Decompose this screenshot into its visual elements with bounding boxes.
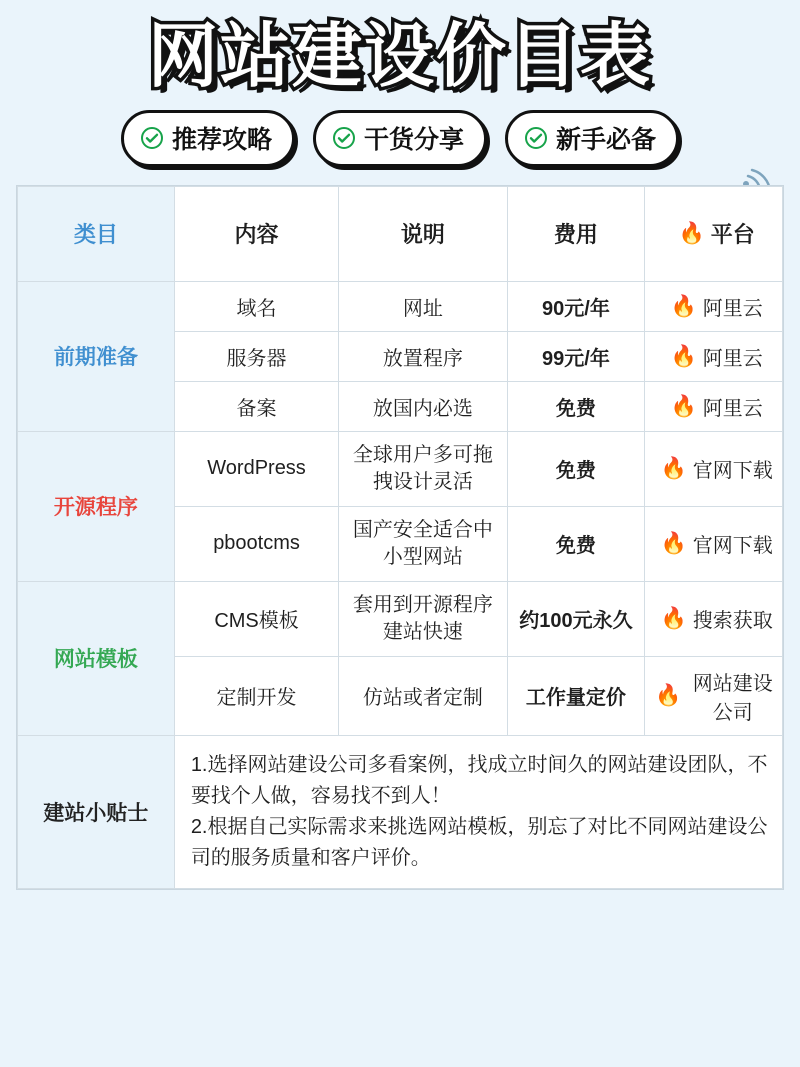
cell-platform <box>645 581 783 656</box>
cell-platform <box>645 431 783 506</box>
header-content: 内容 <box>174 186 338 281</box>
tag-beginner-essential <box>505 110 679 167</box>
category-template: 网站模板 <box>18 581 175 735</box>
header-platform <box>645 186 783 281</box>
cell-description: 套用到开源程序建站快速 <box>339 581 507 656</box>
cell-fee: 免费 <box>507 506 645 581</box>
fire-icon: 🔥 <box>655 684 682 707</box>
fire-icon: 🔥 <box>670 394 697 418</box>
cell-platform <box>645 331 783 381</box>
check-circle-icon <box>140 126 164 150</box>
check-circle-icon <box>332 126 356 150</box>
category-tips: 建站小贴士 <box>18 735 175 888</box>
tag-list <box>0 110 800 167</box>
cell-platform <box>645 506 783 581</box>
fire-icon: 🔥 <box>660 532 687 555</box>
cell-platform <box>645 281 783 331</box>
cell-content: 定制开发 <box>174 656 338 735</box>
table-row <box>18 431 783 506</box>
tag-label: 推荐攻略 <box>171 125 272 154</box>
fire-icon: 🔥 <box>670 344 697 368</box>
cell-platform <box>645 656 783 735</box>
table-header-row <box>18 186 783 281</box>
cell-description: 仿站或者定制 <box>339 656 507 735</box>
cell-description: 国产安全适合中小型网站 <box>339 506 507 581</box>
fire-icon: 🔥 <box>678 222 705 245</box>
cell-content: 域名 <box>174 281 338 331</box>
cell-description: 全球用户多可拖拽设计灵活 <box>339 431 507 506</box>
price-table <box>17 186 783 889</box>
cell-content: 服务器 <box>174 331 338 381</box>
price-table-container <box>16 185 784 890</box>
tag-label: 新手必备 <box>556 125 657 154</box>
cell-description: 网址 <box>339 281 507 331</box>
header-description: 说明 <box>339 186 507 281</box>
cell-platform-label: 网站建设公司 <box>692 672 773 724</box>
cell-description: 放置程序 <box>339 331 507 381</box>
table-row-tips <box>18 735 783 888</box>
header-fee: 费用 <box>507 186 645 281</box>
header-category: 类目 <box>18 186 175 281</box>
tips-content <box>174 735 782 888</box>
cell-content: 备案 <box>174 381 338 431</box>
category-prep: 前期准备 <box>18 281 175 431</box>
header <box>0 0 800 94</box>
tag-recommended-guide <box>121 110 295 167</box>
cell-platform-label: 阿里云 <box>702 397 763 420</box>
cell-fee: 约100元永久 <box>507 581 645 656</box>
cell-fee: 工作量定价 <box>507 656 645 735</box>
tips-line-1: 1.选择网站建设公司多看案例，找成立时间久的网站建设团队，不要找个人做，容易找不到人！ <box>190 753 768 807</box>
cell-description: 放国内必选 <box>339 381 507 431</box>
fire-icon: 🔥 <box>670 294 697 318</box>
cell-platform-label: 官网下载 <box>692 535 773 557</box>
header-platform-label: 平台 <box>710 222 755 247</box>
cell-fee: 90元/年 <box>507 281 645 331</box>
tag-dry-goods-sharing <box>313 110 487 167</box>
category-opensource: 开源程序 <box>18 431 175 581</box>
cell-fee: 免费 <box>507 381 645 431</box>
page-title: 网站建设价目表 <box>148 17 652 95</box>
cell-platform-label: 阿里云 <box>702 347 763 370</box>
tag-label: 干货分享 <box>363 125 464 154</box>
cell-content: WordPress <box>174 431 338 506</box>
tips-line-2: 2.根据自己实际需求来挑选网站模板，别忘了对比不同网站建设公司的服务质量和客户评价。 <box>190 815 768 869</box>
check-circle-icon <box>524 126 548 150</box>
cell-platform-label: 官网下载 <box>692 460 773 482</box>
cell-fee: 免费 <box>507 431 645 506</box>
table-row <box>18 281 783 331</box>
cell-content: CMS模板 <box>174 581 338 656</box>
cell-fee: 99元/年 <box>507 331 645 381</box>
fire-icon: 🔥 <box>660 457 687 480</box>
fire-icon: 🔥 <box>660 607 687 630</box>
cell-platform <box>645 381 783 431</box>
cell-platform-label: 搜索获取 <box>692 610 773 632</box>
cell-content: pbootcms <box>174 506 338 581</box>
table-row <box>18 581 783 656</box>
cell-platform-label: 阿里云 <box>702 297 763 320</box>
